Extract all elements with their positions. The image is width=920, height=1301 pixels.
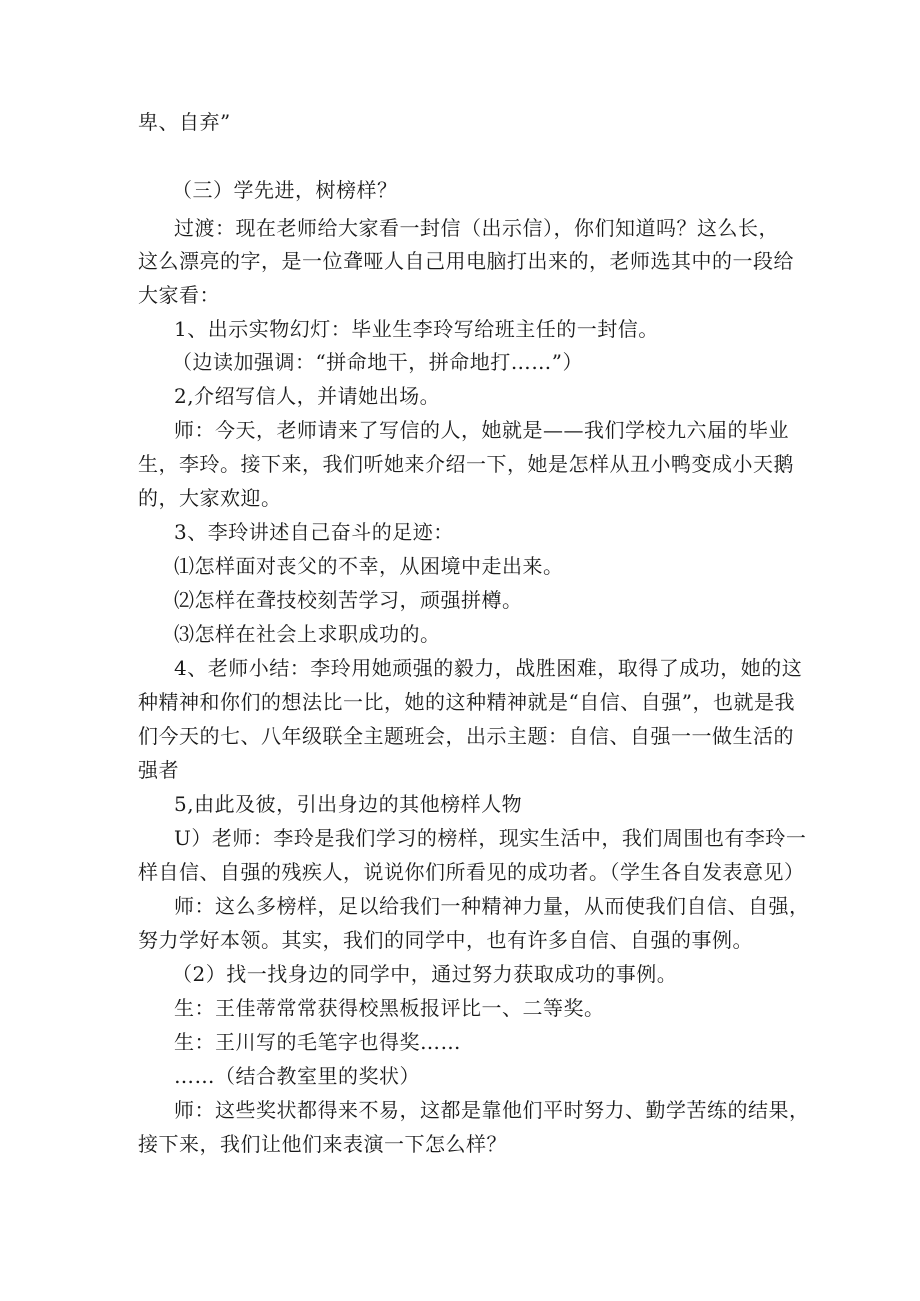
text-line: U）老师：李玲是我们学习的榜样，现实生活中，我们周围也有李玲一	[174, 826, 807, 850]
list-item: 1、出示实物幻灯：毕业生李玲写给班主任的一封信。	[174, 317, 659, 341]
text-line: 这么漂亮的字，是一位聋哑人自己用电脑打出来的，老师选其中的一段给	[138, 249, 794, 273]
text-line: 们今天的七、八年级联全主题班会，出示主题：自信、自强一一做生活的	[138, 724, 794, 748]
text-line: 过渡：现在老师给大家看一封信（出示信），你们知道吗？这么长，	[174, 216, 779, 240]
text-line: 大家看：	[138, 283, 220, 307]
text-line: 生，李玲。接下来，我们听她来介绍一下，她是怎样从丑小鸭变成小天鹅	[138, 452, 794, 476]
list-item: ⑶怎样在社会上求职成功的。	[174, 622, 441, 646]
list-item: 4、老师小结：李玲用她顽强的毅力，战胜困难，取得了成功，她的这	[174, 656, 803, 680]
list-item: 5,由此及彼，引出身边的其他榜样人物	[174, 792, 523, 816]
text-line: 师：这些奖状都得来不易，这都是靠他们平时努力、勤学苦练的结果，	[174, 1098, 810, 1122]
text-line: 样自信、自强的残疾人，说说你们所看见的成功者。（学生各自发表意见）	[138, 860, 805, 884]
list-item: （2）找一找身边的同学中，通过努力获取成功的事例。	[172, 962, 678, 986]
text-line: 师：今天，老师请来了写信的人，她就是——我们学校九六届的毕业	[174, 418, 789, 442]
text-line: 强者	[138, 758, 179, 782]
text-line: 种精神和你们的想法比一比，她的这种精神就是“自信、自强”，也就是我	[138, 690, 795, 714]
text-line: 努力学好本领。其实，我们的同学中，也有许多自信、自强的事例。	[138, 928, 753, 952]
text-line: 接下来，我们让他们来表演一下怎么样？	[138, 1132, 507, 1156]
text-line: 师：这么多榜样，足以给我们一种精神力量，从而使我们自信、自强，	[174, 894, 810, 918]
list-item: ⑵怎样在聋技校刻苦学习，顽强拼樽。	[174, 588, 523, 612]
text-line: 生：王川写的毛笔字也得奖……	[174, 1030, 461, 1054]
text-line: （边读加强调：“拼命地干，拼命地打……”）	[172, 350, 583, 374]
text-line: 卑、自弃”	[138, 110, 231, 134]
text-line: ……（结合教室里的奖状）	[174, 1064, 420, 1088]
text-line: 生：王佳蒂常常获得校黑板报评比一、二等奖。	[174, 996, 605, 1020]
text-line: 的，大家欢迎。	[138, 486, 282, 510]
list-item: 3、李玲讲述自己奋斗的足迹：	[174, 520, 454, 544]
list-item: ⑴怎样面对丧父的不幸，从困境中走出来。	[174, 554, 564, 578]
section-heading: （三）学先进，树榜样？	[172, 178, 398, 202]
list-item: 2,介绍写信人，并请她出场。	[174, 384, 441, 408]
